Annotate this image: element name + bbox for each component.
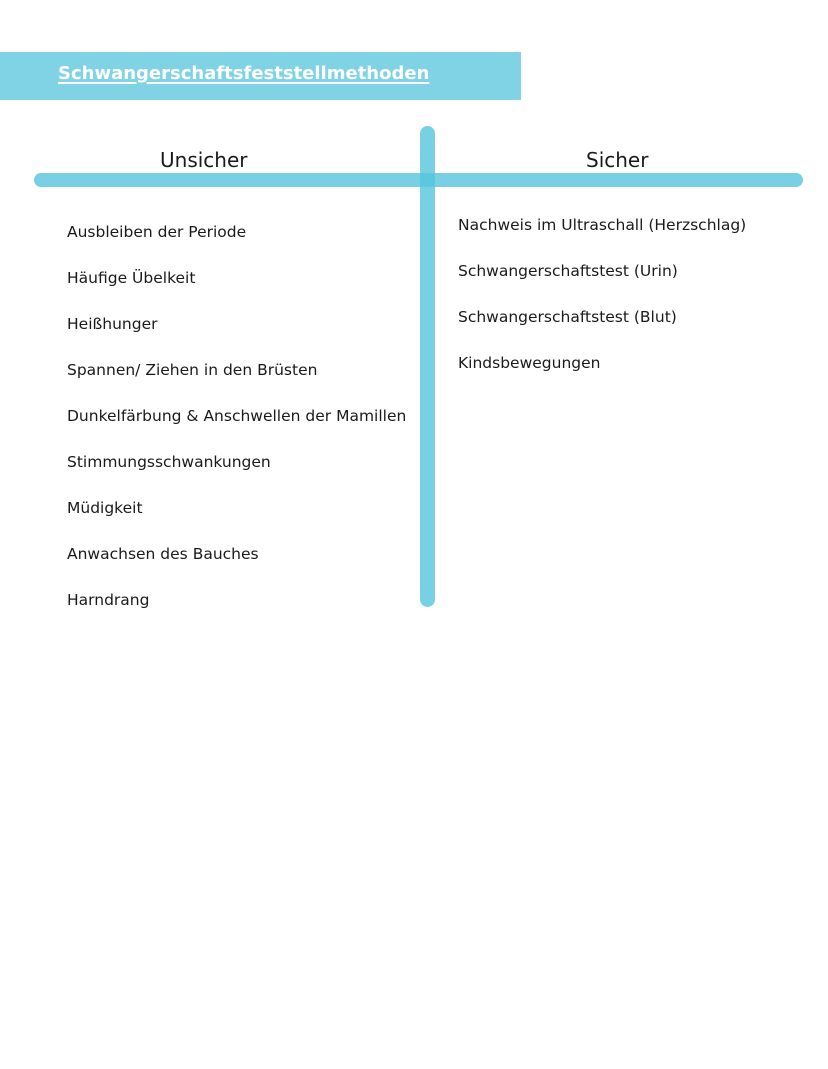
column-heading-sicher: Sicher xyxy=(586,148,649,172)
list-item: Dunkelfärbung & Anschwellen der Mamillen xyxy=(67,407,407,425)
horizontal-divider xyxy=(34,173,803,187)
page-title: Schwangerschaftsfeststellmethoden xyxy=(58,63,430,84)
list-item: Häufige Übelkeit xyxy=(67,269,196,287)
list-item: Spannen/ Ziehen in den Brüsten xyxy=(67,361,318,379)
list-item: Harndrang xyxy=(67,591,150,609)
list-item: Ausbleiben der Periode xyxy=(67,223,247,241)
list-item: Kindsbewegungen xyxy=(458,354,601,372)
list-item: Heißhunger xyxy=(67,315,158,333)
vertical-divider xyxy=(420,126,435,607)
list-item: Nachweis im Ultraschall (Herzschlag) xyxy=(458,216,747,234)
list-item: Schwangerschaftstest (Blut) xyxy=(458,308,677,326)
list-item: Müdigkeit xyxy=(67,499,143,517)
list-item: Stimmungsschwankungen xyxy=(67,453,271,471)
list-item: Schwangerschaftstest (Urin) xyxy=(458,262,678,280)
list-item: Anwachsen des Bauches xyxy=(67,545,259,563)
unsicher-list xyxy=(67,221,406,635)
sicher-list xyxy=(458,214,746,398)
column-heading-unsicher: Unsicher xyxy=(160,148,248,172)
